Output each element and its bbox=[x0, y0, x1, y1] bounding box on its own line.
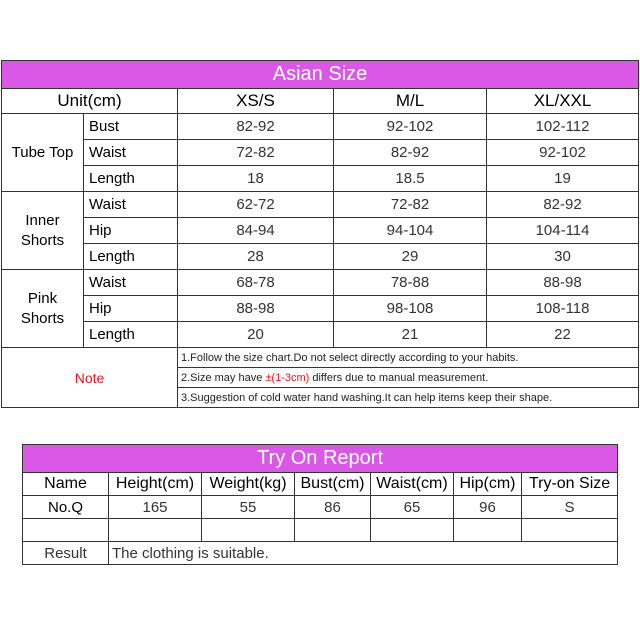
size-value: 88-98 bbox=[178, 296, 334, 322]
size-value: 30 bbox=[487, 244, 639, 270]
empty-cell bbox=[522, 519, 618, 542]
try-on-title: Try On Report bbox=[23, 445, 618, 473]
empty-cell bbox=[23, 519, 109, 542]
empty-cell bbox=[371, 519, 454, 542]
attr-label: Waist bbox=[84, 270, 178, 296]
empty-cell bbox=[454, 519, 522, 542]
size-value: 88-98 bbox=[487, 270, 639, 296]
size-value: 28 bbox=[178, 244, 334, 270]
try-on-header: Name bbox=[23, 473, 109, 496]
attr-label: Hip bbox=[84, 218, 178, 244]
size-value: 78-88 bbox=[334, 270, 487, 296]
note-label: Note bbox=[2, 348, 178, 408]
size-value: 22 bbox=[487, 322, 639, 348]
size-value: 72-82 bbox=[178, 140, 334, 166]
try-on-header: Bust(cm) bbox=[295, 473, 371, 496]
try-on-header: Try-on Size bbox=[522, 473, 618, 496]
try-on-cell: 165 bbox=[109, 496, 202, 519]
empty-cell bbox=[295, 519, 371, 542]
result-label: Result bbox=[23, 542, 109, 565]
group-pink-shorts: Pink Shorts bbox=[2, 270, 84, 348]
size-value: 18.5 bbox=[334, 166, 487, 192]
attr-label: Waist bbox=[84, 140, 178, 166]
size-chart-title: Asian Size bbox=[2, 61, 639, 89]
size-value: 84-94 bbox=[178, 218, 334, 244]
size-value: 82-92 bbox=[334, 140, 487, 166]
size-value: 92-102 bbox=[334, 114, 487, 140]
group-inner-shorts: Inner Shorts bbox=[2, 192, 84, 270]
note-2-suffix: differs due to manual measurement. bbox=[309, 371, 489, 384]
size-header-m-l: M/L bbox=[334, 89, 487, 114]
try-on-cell: 55 bbox=[202, 496, 295, 519]
group-tube-top: Tube Top bbox=[2, 114, 84, 192]
size-value: 108-118 bbox=[487, 296, 639, 322]
try-on-cell: 96 bbox=[454, 496, 522, 519]
try-on-report-table bbox=[22, 444, 618, 565]
size-value: 19 bbox=[487, 166, 639, 192]
size-value: 98-108 bbox=[334, 296, 487, 322]
empty-cell bbox=[109, 519, 202, 542]
size-value: 102-112 bbox=[487, 114, 639, 140]
size-value: 104-114 bbox=[487, 218, 639, 244]
note-2-highlight: ±(1-3cm) bbox=[265, 371, 310, 384]
attr-label: Length bbox=[84, 166, 178, 192]
size-chart-table bbox=[1, 60, 639, 408]
size-value: 68-78 bbox=[178, 270, 334, 296]
size-value: 29 bbox=[334, 244, 487, 270]
attr-label: Length bbox=[84, 244, 178, 270]
note-3: 3.Suggestion of cold water hand washing.It can help items keep their shape. bbox=[178, 388, 639, 408]
attr-label: Hip bbox=[84, 296, 178, 322]
try-on-cell-name: No.Q bbox=[23, 496, 109, 519]
size-value: 94-104 bbox=[334, 218, 487, 244]
note-2-prefix: 2.Size may have bbox=[181, 371, 266, 384]
try-on-cell: 65 bbox=[371, 496, 454, 519]
size-value: 92-102 bbox=[487, 140, 639, 166]
try-on-cell: 86 bbox=[295, 496, 371, 519]
size-header-xs-s: XS/S bbox=[178, 89, 334, 114]
size-value: 20 bbox=[178, 322, 334, 348]
note-1: 1.Follow the size chart.Do not select directly according to your habits. bbox=[178, 348, 639, 368]
size-value: 72-82 bbox=[334, 192, 487, 218]
size-value: 82-92 bbox=[487, 192, 639, 218]
note-2 bbox=[178, 368, 639, 388]
try-on-header: Height(cm) bbox=[109, 473, 202, 496]
try-on-header: Waist(cm) bbox=[371, 473, 454, 496]
attr-label: Waist bbox=[84, 192, 178, 218]
size-value: 18 bbox=[178, 166, 334, 192]
attr-label: Length bbox=[84, 322, 178, 348]
unit-header: Unit(cm) bbox=[2, 89, 178, 114]
try-on-cell: S bbox=[522, 496, 618, 519]
try-on-header: Weight(kg) bbox=[202, 473, 295, 496]
size-value: 82-92 bbox=[178, 114, 334, 140]
size-value: 62-72 bbox=[178, 192, 334, 218]
empty-cell bbox=[202, 519, 295, 542]
attr-label: Bust bbox=[84, 114, 178, 140]
size-header-xl-xxl: XL/XXL bbox=[487, 89, 639, 114]
try-on-header: Hip(cm) bbox=[454, 473, 522, 496]
result-text: The clothing is suitable. bbox=[109, 542, 618, 565]
size-value: 21 bbox=[334, 322, 487, 348]
